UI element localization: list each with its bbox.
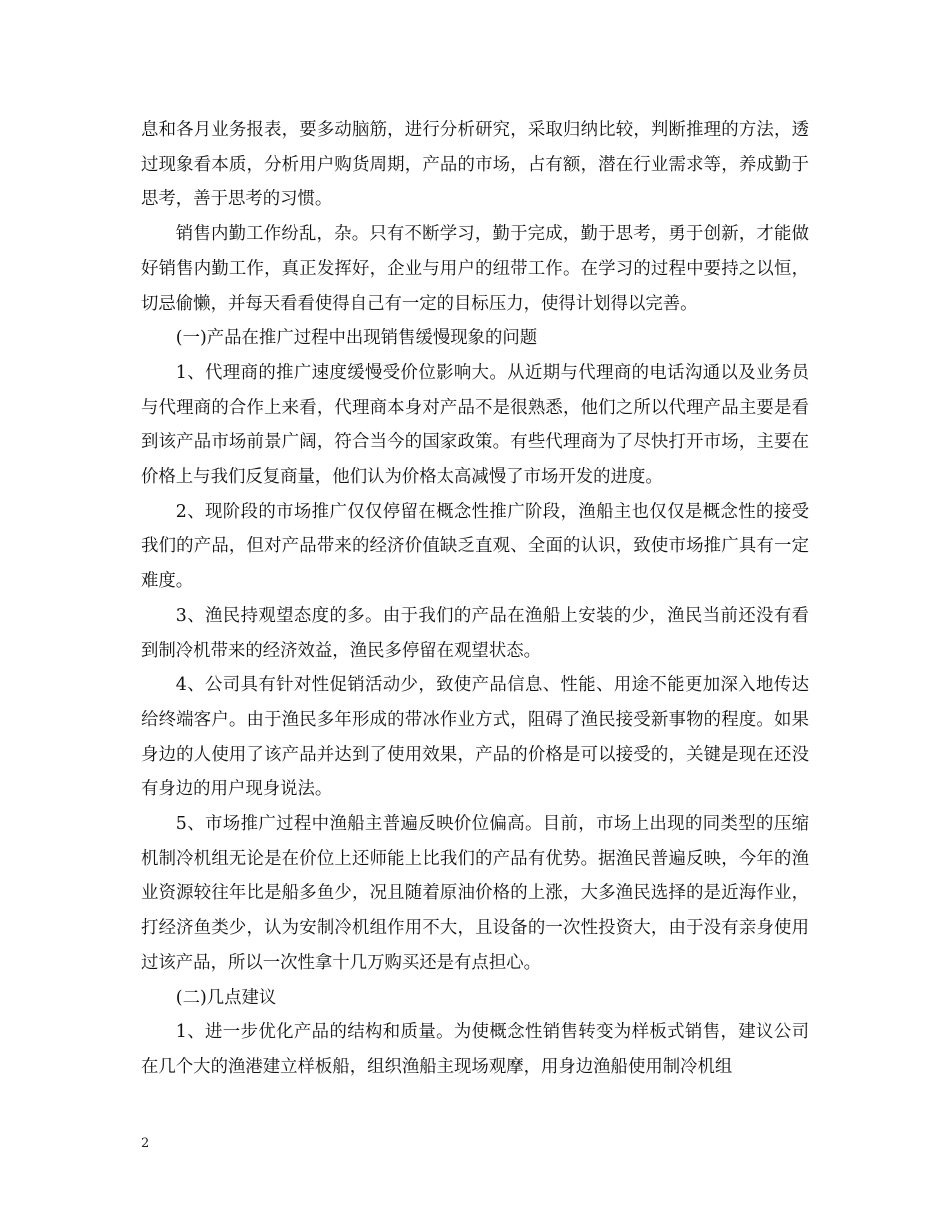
paragraph-suggestion-1: 1、进一步优化产品的结构和质量。为使概念性销售转变为样板式销售，建议公司在几个大的渔港建立样板船，组织渔船主现场观摩，用身边渔船使用制冷机组: [141, 1022, 809, 1077]
section-heading-suggestions: (二)几点建议: [175, 987, 277, 1008]
body-text: [141, 113, 809, 1085]
paragraph-item-5: 5、市场推广过程中渔船主普遍反映价位偏高。目前，市场上出现的同类型的压缩机制冷机组无论是在价位上还师能上比我们的产品有优势。据渔民普遍反映，今年的渔业资源较往年比是船多鱼少，况且随着原油价格的上涨，大多渔民选择的是近海作业，打经济鱼类少，认为安制冷机组作用不大，且设备的一次性投资大，由于没有亲身使用过该产品，所以一次性拿十几万购买还是有点担心。: [141, 814, 809, 973]
paragraph-item-2: 2、现阶段的市场推广仅仅停留在概念性推广阶段，渔船主也仅仅是概念性的接受我们的产品，但对产品带来的经济价值缺乏直观、全面的认识，致使市场推广具有一定难度。: [141, 501, 809, 592]
page-number: 2: [141, 1136, 150, 1151]
section-heading-problems: (一)产品在推广过程中出现销售缓慢现象的问题: [175, 328, 538, 349]
paragraph-item-4: 4、公司具有针对性促销活动少，致使产品信息、性能、用途不能更加深入地传达给终端客户。由于渔民多年形成的带冰作业方式，阻碍了渔民接受新事物的程度。如果身边的人使用了该产品并达到了使用效果，产品的价格是可以接受的，关键是现在还没有身边的用户现身说法。: [141, 675, 809, 800]
paragraph-item-1: 1、代理商的推广速度缓慢受价位影响大。从近期与代理商的电话沟通以及业务员与代理商的合作上来看，代理商本身对产品不是很熟悉，他们之所以代理产品主要是看到该产品市场前景广阔，符合当今的国家政策。有些代理商为了尽快打开市场，主要在价格上与我们反复商量，他们认为价格太高减慢了市场开发的进度。: [141, 362, 809, 488]
paragraph-item-3: 3、渔民持观望态度的多。由于我们的产品在渔船上安装的少，渔民当前还没有看到制冷机带来的经济效益，渔民多停留在观望状态。: [141, 605, 809, 661]
paragraph-sales-office-work: 销售内勤工作纷乱，杂。只有不断学习，勤于完成，勤于思考，勇于创新，才能做好销售内勤工作，真正发挥好，企业与用户的纽带工作。在学习的过程中要持之以恒，切忌偷懒，并每天看看使得自己有一定的目标压力，使得计划得以完善。: [141, 224, 809, 314]
paragraph-continuation: 息和各月业务报表，要多动脑筋，进行分析研究，采取归纳比较，判断推理的方法，透过现象看本质，分析用户购货周期，产品的市场，占有额，潜在行业需求等，养成勤于思考，善于思考的习惯。: [141, 120, 809, 210]
